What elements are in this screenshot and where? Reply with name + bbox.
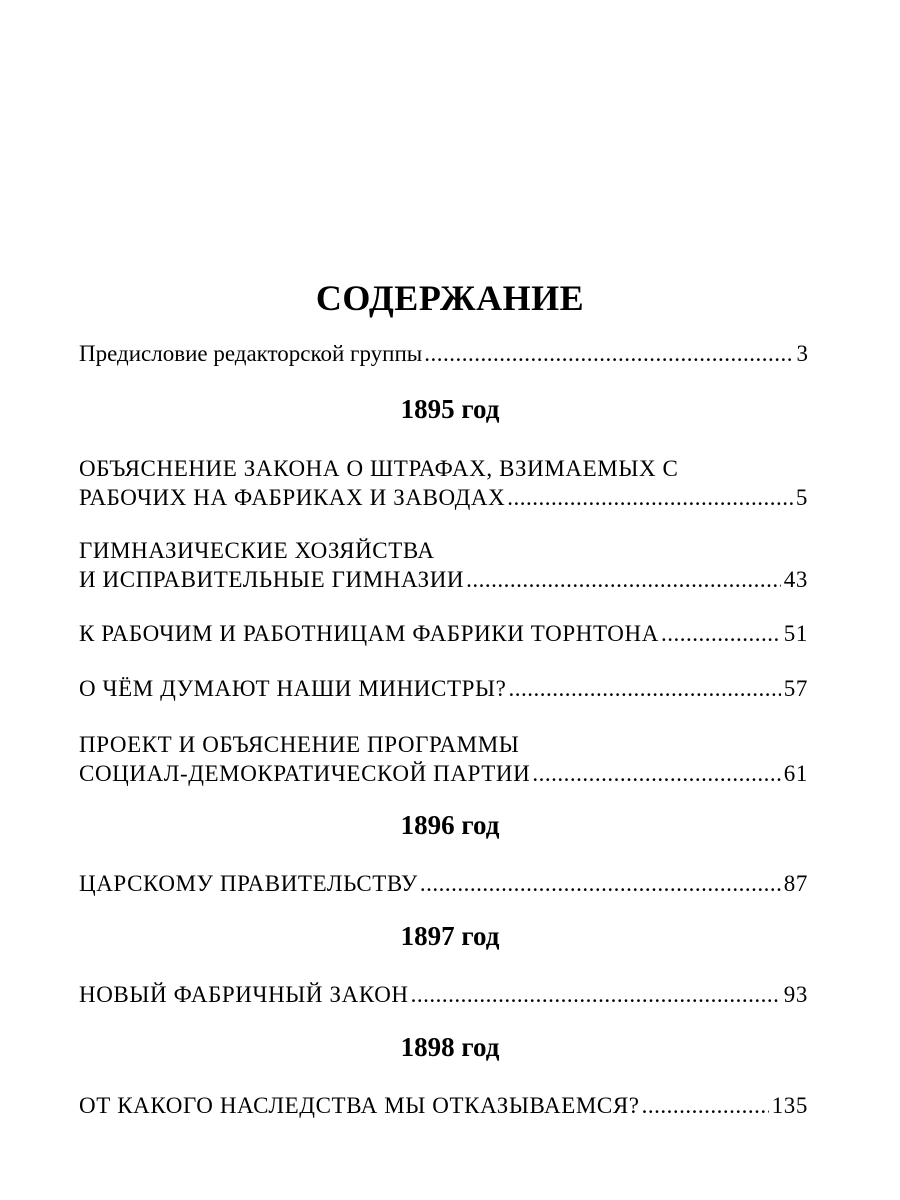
toc-entry — [79, 674, 808, 703]
toc-entry-page: 135 — [771, 1093, 808, 1118]
toc-entry-page: 61 — [783, 761, 808, 786]
year-heading-1895: 1895 год — [400, 394, 500, 424]
dot-leader — [420, 869, 781, 898]
toc-entry-page: 87 — [783, 871, 808, 896]
toc-entry-title-line: ЦАРСКОМУ ПРАВИТЕЛЬСТВУ — [79, 871, 418, 896]
toc-entry-title: Предисловие редакторской группы — [79, 341, 423, 366]
toc-entry-preface — [79, 339, 808, 368]
dot-leader — [508, 674, 780, 703]
toc-entry-page: 51 — [783, 621, 808, 646]
dot-leader — [466, 565, 781, 594]
year-heading-1897: 1897 год — [400, 921, 500, 951]
toc-entry-title-line: РАБОЧИХ НА ФАБРИКАХ И ЗАВОДАХ — [79, 485, 506, 510]
toc-entry — [79, 980, 808, 1009]
toc-entry-title-line: СОЦИАЛ-ДЕМОКРАТИЧЕСКОЙ ПАРТИИ — [79, 761, 531, 786]
toc-entry-title-line: ОБЪЯСНЕНИЕ ЗАКОНА О ШТРАФАХ, ВЗИМАЕМЫХ С — [79, 456, 679, 481]
toc-entry-title-line: К РАБОЧИМ И РАБОТНИЦАМ ФАБРИКИ ТОРНТОНА — [79, 621, 659, 646]
dot-leader — [661, 619, 781, 648]
toc-entry — [79, 619, 808, 648]
toc-entry-page: 93 — [783, 982, 808, 1007]
year-heading-1898: 1898 год — [400, 1032, 500, 1062]
toc-entry-page: 3 — [796, 341, 808, 366]
toc-entry — [79, 1091, 808, 1120]
year-heading-1896: 1896 год — [400, 810, 500, 840]
dot-leader — [411, 980, 781, 1009]
toc-entry — [79, 536, 808, 594]
dot-leader — [507, 483, 793, 512]
toc-entry-title-line: ГИМНАЗИЧЕСКИЕ ХОЗЯЙСТВА — [79, 538, 435, 563]
toc-entry — [79, 869, 808, 898]
toc-entry-title-line: ПРОЕКТ И ОБЪЯСНЕНИЕ ПРОГРАММЫ — [79, 732, 520, 757]
dot-leader — [642, 1091, 769, 1120]
dot-leader — [532, 759, 780, 788]
toc-entry — [79, 454, 808, 512]
toc-entry-title-line: И ИСПРАВИТЕЛЬНЫЕ ГИМНАЗИИ — [79, 567, 465, 592]
toc-entry-title-line: НОВЫЙ ФАБРИЧНЫЙ ЗАКОН — [79, 982, 409, 1007]
toc-entry — [79, 730, 808, 788]
toc-entry-page: 5 — [795, 485, 808, 510]
toc-entry-page: 57 — [783, 676, 808, 701]
page-title: СОДЕРЖАНИЕ — [315, 278, 585, 318]
toc-entry-page: 43 — [783, 567, 808, 592]
toc-entry-title-line: О ЧЁМ ДУМАЮТ НАШИ МИНИСТРЫ? — [79, 676, 507, 701]
dot-leader — [424, 339, 793, 368]
toc-entry-title-line: ОТ КАКОГО НАСЛЕДСТВА МЫ ОТКАЗЫВАЕМСЯ? — [79, 1093, 640, 1118]
